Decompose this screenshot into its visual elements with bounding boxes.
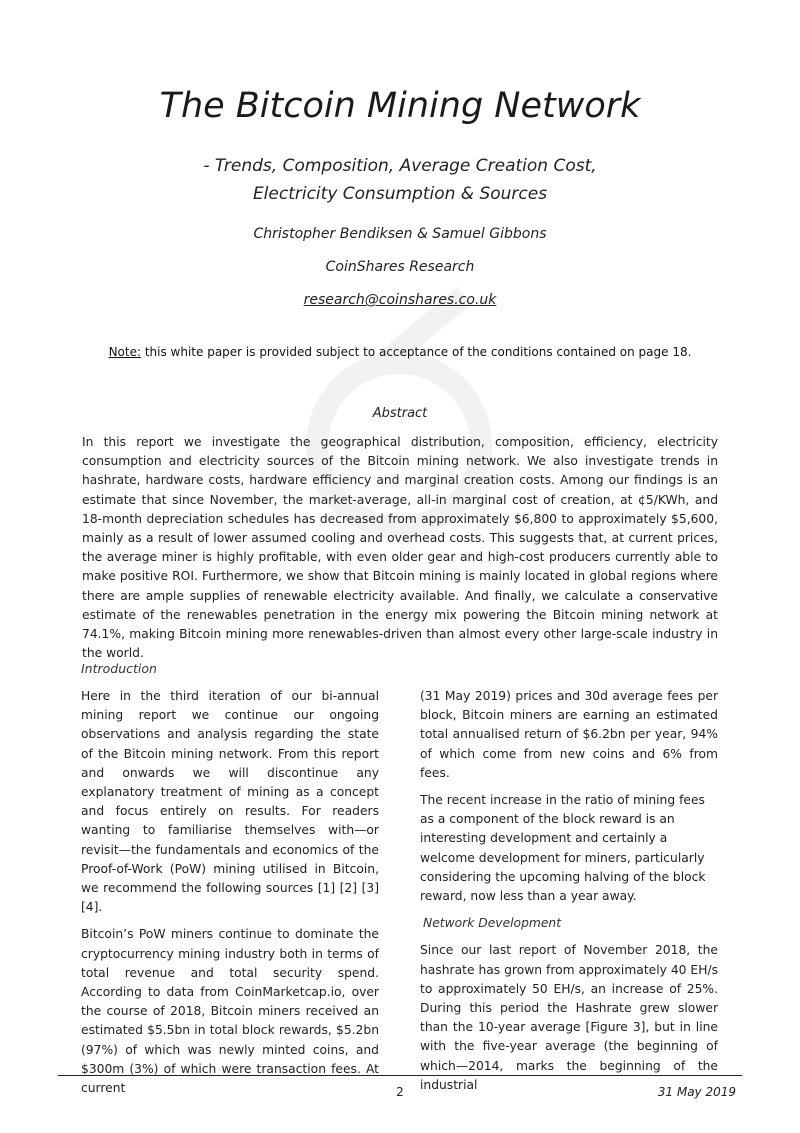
subtitle-line-2: Electricity Consumption & Sources — [252, 184, 548, 204]
left-column — [81, 687, 379, 1106]
paper-subtitle — [0, 152, 800, 208]
subtitle-line-1: - Trends, Composition, Average Creation Cost, — [203, 156, 597, 176]
email-link[interactable]: research@coinshares.co.uk — [303, 292, 497, 308]
abstract-heading: Abstract — [372, 406, 428, 421]
right-column — [420, 687, 718, 1103]
network-development-heading: Network Development — [423, 916, 562, 931]
note-label: Note: — [108, 345, 142, 359]
abstract-text: In this report we investigate the geographical distribution, composition, efficiency, electricity consumption and electricity sources of the Bitcoin mining network. We also investigate trends in hashrate, hardware costs, hardware efficiency and marginal creation costs. Among our findings is an estimate that since November, the market-average, all-in marginal cost of creation, at ¢5/KWh, and 18-month depreciation schedules has decreased from approximately $6,800 to approximately $5,600, mainly as a result of lower assumed cooling and overhead costs. This suggests that, at current prices, the average miner is highly profitable, with even older gear and high-cost producers currently able to make positive ROI. Furthermore, we show that Bitcoin mining is mainly located in global regions where there are ample supplies of renewable electricity available. And finally, we calculate a conservative estimate of the renewables penetration in the energy mix powering the Bitcoin mining network at 74.1%, making Bitcoin mining more renewables-driven than almost every other large-scale industry in the world. — [82, 435, 718, 661]
right-paragraph-1: (31 May 2019) prices and 30d average fees per block, Bitcoin miners are earning an estimated total annualised return of $6.2bn per year, 94% of which come from new coins and 6% from fees. — [420, 689, 718, 780]
intro-paragraph-2: Bitcoin’s PoW miners continue to dominate the cryptocurrency mining industry both in terms of total revenue and total security spend. According to data from CoinMarketcap.io, over the course of 2018, Bitcoin miners received an estimated $5.5bn in total block rewards, $5.2bn (97%) of which was newly minted coins, and $300m (3%) of which were transaction fees. At current — [81, 927, 379, 1096]
note-text: this white paper is provided subject to acceptance of the conditions contained on page 18. — [141, 345, 692, 359]
introduction-heading: Introduction — [81, 661, 157, 676]
email-row — [0, 292, 800, 308]
organization: CoinShares Research — [325, 259, 475, 275]
footer-divider — [58, 1075, 742, 1076]
disclaimer-note — [0, 345, 800, 359]
footer-date: 31 May 2019 — [657, 1085, 736, 1099]
right-paragraph-2: The recent increase in the ratio of mining fees as a component of the block reward is an interesting development and certainly a welcome development for miners, particularly considering the upcoming halving of the block reward, now less than a year away. — [420, 793, 706, 904]
intro-paragraph-1: Here in the third iteration of our bi-annual mining report we continue our ongoing observations and analysis regarding the state of the Bitcoin mining network. From this report and onwards we will discontinue any explanatory treatment of mining as a concept and focus entirely on results. For readers wanting to familiarise themselves with—or revisit—the fundamentals and economics of the Proof-of-Work (PoW) mining utilised in Bitcoin, we recommend the following sources [1] [2] [3] [4]. — [81, 689, 379, 915]
page-number: 2 — [396, 1085, 404, 1099]
authors: Christopher Bendiksen & Samuel Gibbons — [253, 226, 547, 242]
paper-title: The Bitcoin Mining Network — [159, 86, 641, 126]
right-paragraph-3: Since our last report of November 2018, the hashrate has grown from approximately 40 EH/s to approximately 50 EH/s, an increase of 25%. During this period the Hashrate grew slower than the 10-year average [Figure 3], but in line with the five-year average (the beginning of which—2014, marks the beginning of the industrial — [420, 943, 718, 1092]
